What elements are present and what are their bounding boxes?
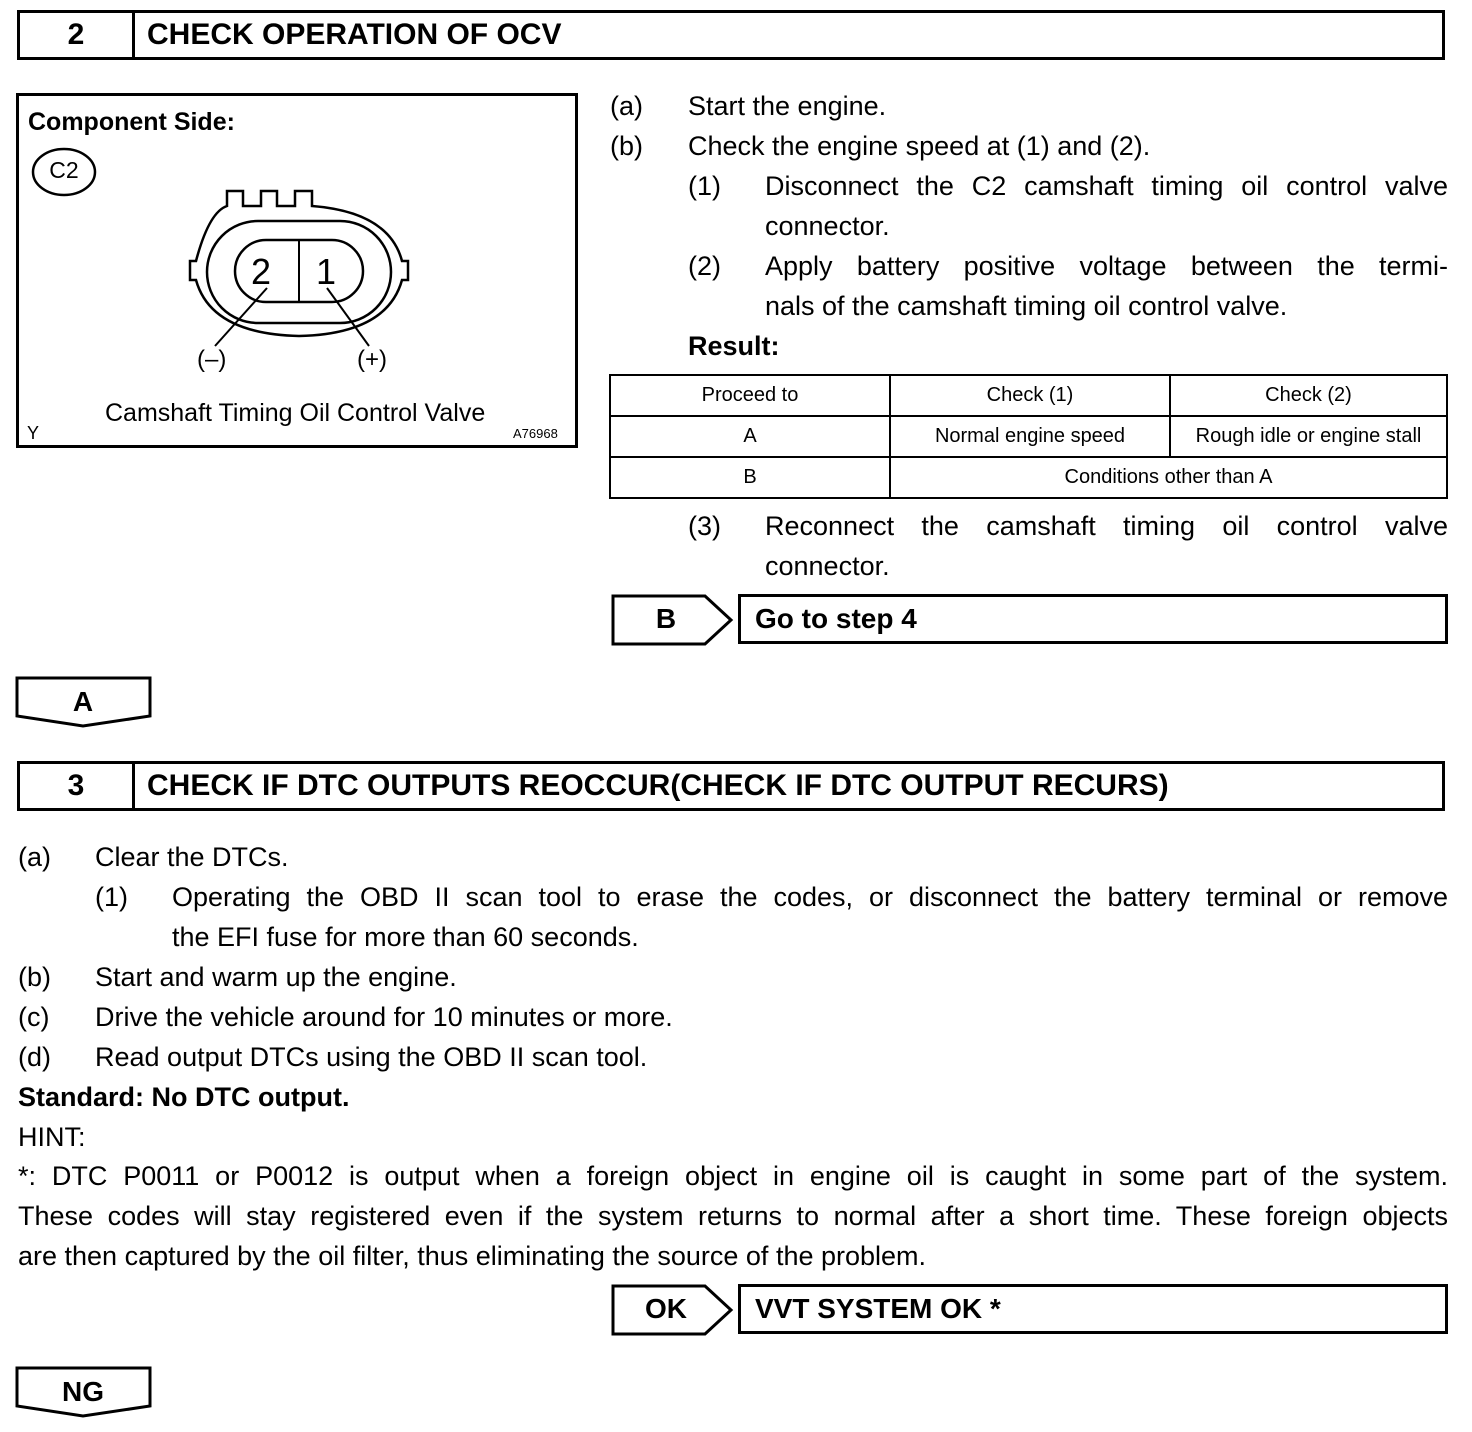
pin-2-label: 2 bbox=[251, 251, 272, 292]
table-cell: B bbox=[610, 457, 890, 498]
branch-b-label: B bbox=[655, 603, 677, 634]
step2-item-a-text: Start the engine. bbox=[688, 91, 887, 121]
step3-item-a1-label: (1) bbox=[95, 882, 128, 912]
table-cell: Normal engine speed bbox=[890, 416, 1170, 457]
table-cell: A bbox=[610, 416, 890, 457]
connector-figure bbox=[16, 93, 578, 448]
hint-line-1: *: DTC P0011 or P0012 is output when a foreign object in engine oil is caught in some part of the system. bbox=[18, 1161, 1448, 1191]
figure-id: A76968 bbox=[513, 426, 558, 441]
step-3-header bbox=[17, 761, 1445, 811]
step3-item-c-label: (c) bbox=[18, 1002, 50, 1032]
step3-item-d-text: Read output DTCs using the OBD II scan tool. bbox=[95, 1042, 648, 1072]
component-side-label: Component Side: bbox=[28, 108, 235, 136]
pin-1-label: 1 bbox=[316, 251, 337, 292]
step-number: 3 bbox=[20, 764, 135, 808]
table-header: Proceed to bbox=[610, 375, 890, 416]
sub-item-1-line1: Disconnect the C2 camshaft timing oil control valve bbox=[765, 171, 1448, 201]
branch-ok-text: VVT SYSTEM OK * bbox=[755, 1293, 1001, 1324]
step-number: 2 bbox=[20, 13, 135, 57]
sub-item-3-line2: connector. bbox=[765, 551, 890, 581]
sub-item-3-line1: Reconnect the camshaft timing oil control valve bbox=[765, 511, 1448, 541]
next-a-label: A bbox=[72, 686, 94, 717]
table-row bbox=[610, 416, 1447, 457]
connector-code: C2 bbox=[49, 157, 79, 183]
step-2-header bbox=[17, 10, 1445, 60]
step-title: CHECK IF DTC OUTPUTS REOCCUR(CHECK IF DTC OUTPUT RECURS) bbox=[147, 769, 1169, 802]
sub-item-3-label: (3) bbox=[688, 511, 721, 541]
sub-item-2-label: (2) bbox=[688, 251, 721, 281]
hint-line-2: These codes will stay registered even if the system returns to normal after a short time. These foreign objects bbox=[18, 1201, 1448, 1231]
step2-item-a-label: (a) bbox=[610, 91, 643, 121]
figure-caption: Camshaft Timing Oil Control Valve bbox=[105, 399, 486, 427]
step3-item-c-text: Drive the vehicle around for 10 minutes or more. bbox=[95, 1002, 673, 1032]
branch-b-result[interactable] bbox=[738, 594, 1448, 644]
connector-diagram bbox=[19, 96, 575, 445]
table-header-row bbox=[610, 375, 1447, 416]
step3-item-a-text: Clear the DTCs. bbox=[95, 842, 289, 872]
result-table bbox=[609, 374, 1448, 499]
negative-terminal-label: (–) bbox=[197, 346, 227, 373]
step-title: CHECK OPERATION OF OCV bbox=[147, 18, 562, 51]
step2-item-b-label: (b) bbox=[610, 131, 643, 161]
table-cell: Conditions other than A bbox=[890, 457, 1447, 498]
sub-item-1-line2: connector. bbox=[765, 211, 890, 241]
hint-label: HINT: bbox=[18, 1122, 86, 1152]
step2-item-b-text: Check the engine speed at (1) and (2). bbox=[688, 131, 1151, 161]
positive-terminal-label: (+) bbox=[357, 346, 387, 373]
step3-item-b-label: (b) bbox=[18, 962, 51, 992]
table-header: Check (2) bbox=[1170, 375, 1447, 416]
result-label: Result: bbox=[688, 331, 780, 361]
hint-line-3: are then captured by the oil filter, thus eliminating the source of the problem. bbox=[18, 1241, 927, 1271]
standard-text: Standard: No DTC output. bbox=[18, 1082, 350, 1112]
table-header: Check (1) bbox=[890, 375, 1170, 416]
step3-item-d-label: (d) bbox=[18, 1042, 51, 1072]
sub-item-2-line1: Apply battery positive voltage between the termi- bbox=[765, 251, 1448, 281]
sub-item-2-line2: nals of the camshaft timing oil control valve. bbox=[765, 291, 1288, 321]
table-cell: Rough idle or engine stall bbox=[1170, 416, 1447, 457]
table-row bbox=[610, 457, 1447, 498]
next-ng-label: NG bbox=[62, 1376, 104, 1407]
step3-item-a-label: (a) bbox=[18, 842, 51, 872]
step3-item-b-text: Start and warm up the engine. bbox=[95, 962, 457, 992]
figure-corner-label: Y bbox=[27, 423, 40, 443]
step3-item-a1-line1: Operating the OBD II scan tool to erase the codes, or disconnect the battery terminal or remove bbox=[172, 882, 1448, 912]
step3-item-a1-line2: the EFI fuse for more than 60 seconds. bbox=[172, 922, 639, 952]
branch-ok-label: OK bbox=[645, 1293, 687, 1324]
branch-b-text: Go to step 4 bbox=[755, 603, 917, 634]
branch-ok-result[interactable] bbox=[738, 1284, 1448, 1334]
sub-item-1-label: (1) bbox=[688, 171, 721, 201]
